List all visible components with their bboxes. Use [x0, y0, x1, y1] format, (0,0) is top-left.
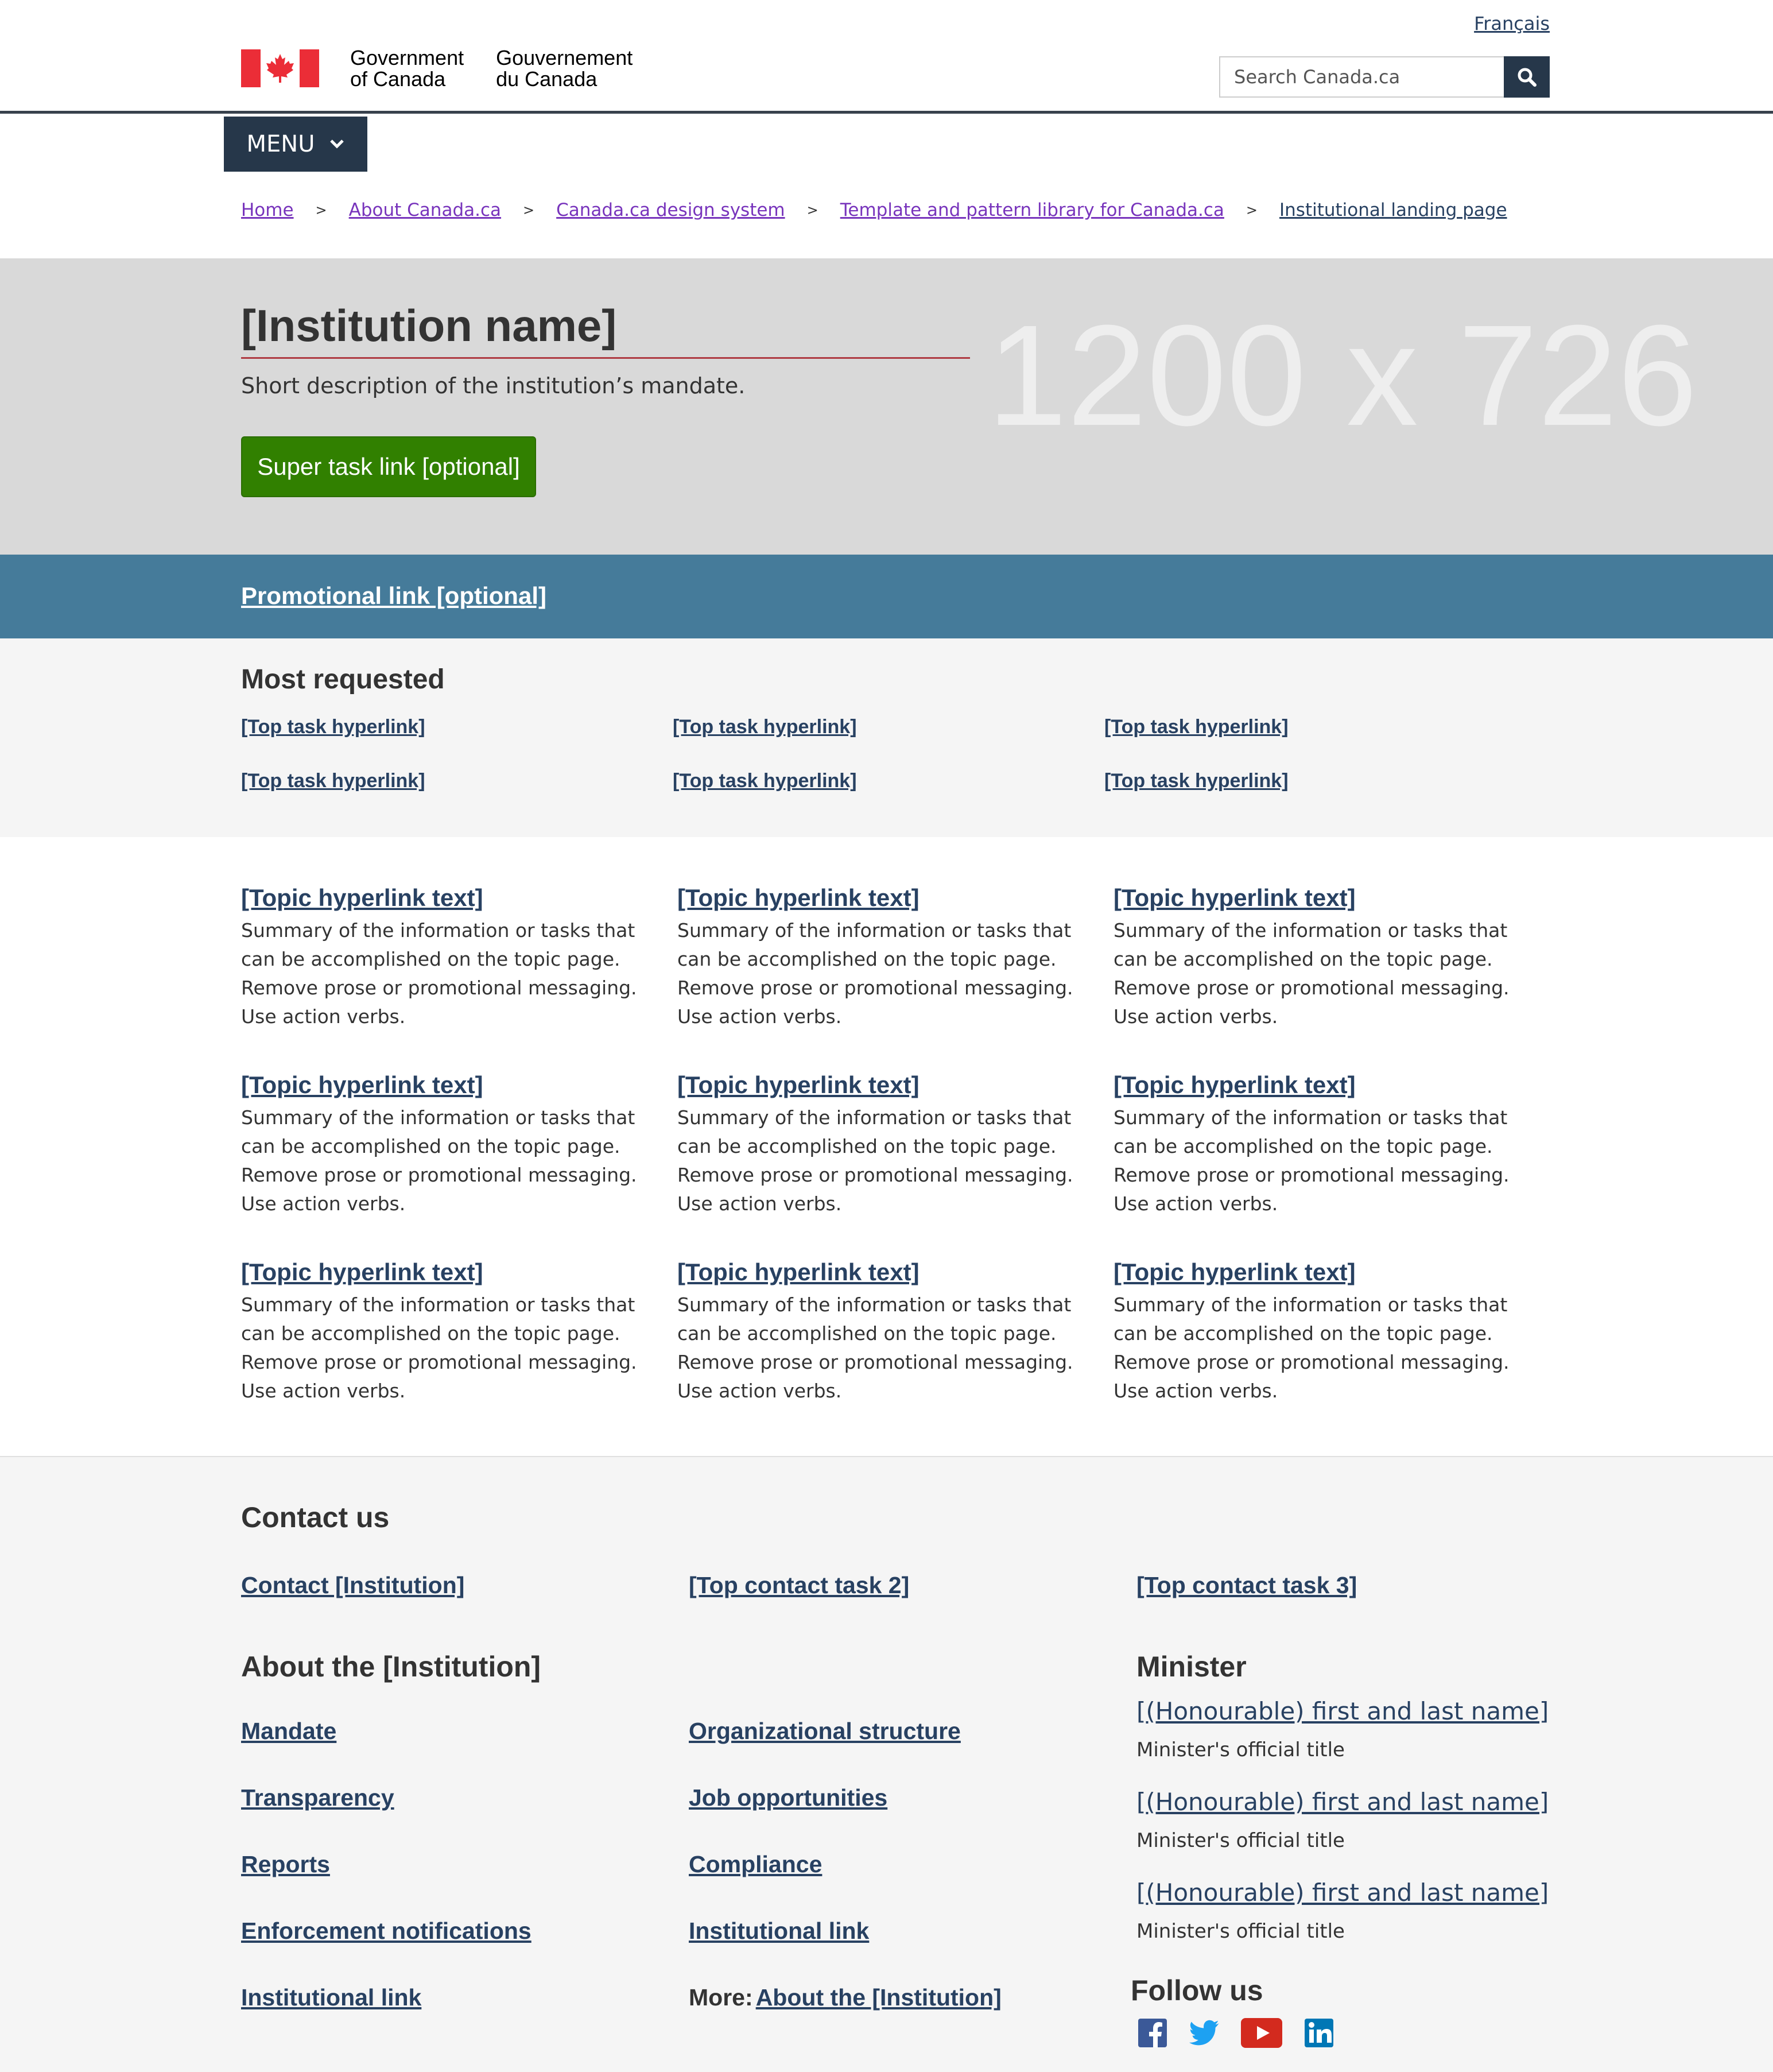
topic-item: [677, 1258, 1079, 1405]
about-link-reports[interactable]: Reports: [241, 1851, 330, 1877]
about-link-compliance[interactable]: Compliance: [689, 1851, 823, 1877]
topic-link[interactable]: [Topic hyperlink text]: [677, 1258, 920, 1285]
promotional-banner: [0, 555, 1773, 638]
hero-banner: [0, 258, 1773, 555]
topic-item: [677, 884, 1079, 1031]
topic-summary: Summary of the information or tasks that can be accomplished on the topic page. Remove prose or promotional messaging. Use action verbs.: [241, 1293, 637, 1402]
super-task-button[interactable]: Super task link [optional]: [241, 436, 536, 497]
topic-link[interactable]: [Topic hyperlink text]: [677, 1071, 920, 1098]
topic-item: [241, 1071, 643, 1218]
minister-official-title: Minister's official title: [1136, 1738, 1345, 1761]
contact-institution-link[interactable]: Contact [Institution]: [241, 1572, 465, 1598]
most-requested-section: [0, 638, 1773, 837]
minister-name-link[interactable]: [(Honourable) first and last name]: [1136, 1697, 1549, 1725]
top-task-link[interactable]: [Top task hyperlink]: [241, 716, 425, 738]
top-task-link[interactable]: [Top task hyperlink]: [1104, 716, 1289, 738]
topic-item: [241, 1258, 643, 1405]
gov-name-english: Government of Canada: [350, 46, 464, 91]
site-header: [0, 0, 1773, 114]
menu-label: MENU: [246, 131, 315, 157]
canada-flag-icon: [241, 49, 319, 87]
contact-task-3-link[interactable]: [Top contact task 3]: [1136, 1572, 1357, 1598]
gov-name-french: Gouvernement du Canada: [496, 46, 633, 91]
minister-official-title: Minister's official title: [1136, 1829, 1345, 1852]
topic-summary: Summary of the information or tasks that can be accomplished on the topic page. Remove prose or promotional messaging. Use action verbs.: [677, 919, 1073, 1028]
topic-item: [1114, 1071, 1515, 1218]
topic-summary: Summary of the information or tasks that can be accomplished on the topic page. Remove prose or promotional messaging. Use action verbs.: [677, 1106, 1073, 1215]
topic-link[interactable]: [Topic hyperlink text]: [1114, 1071, 1356, 1098]
chevron-down-icon: [329, 139, 344, 149]
topic-summary: Summary of the information or tasks that can be accomplished on the topic page. Remove prose or promotional messaging. Use action verbs.: [1114, 919, 1510, 1028]
topic-link[interactable]: [Topic hyperlink text]: [241, 884, 483, 911]
minister-official-title: Minister's official title: [1136, 1920, 1345, 1943]
topic-item: [1114, 884, 1515, 1031]
topic-summary: Summary of the information or tasks that can be accomplished on the topic page. Remove prose or promotional messaging. Use action verbs.: [1114, 1106, 1510, 1215]
government-of-canada-logo[interactable]: [241, 46, 633, 91]
menu-button[interactable]: [224, 117, 367, 172]
breadcrumb-separator: >: [1246, 202, 1258, 218]
topic-item: [1114, 1258, 1515, 1405]
topic-summary: Summary of the information or tasks that can be accomplished on the topic page. Remove prose or promotional messaging. Use action verbs.: [241, 919, 637, 1028]
breadcrumb: [241, 200, 1507, 220]
about-link-institutional-2[interactable]: Institutional link: [689, 1918, 870, 1944]
breadcrumb-separator: >: [523, 202, 535, 218]
more-about-institution-link[interactable]: About the [Institution]: [755, 1984, 1002, 2011]
breadcrumb-template-library[interactable]: Template and pattern library for Canada.ca: [840, 200, 1224, 220]
about-link-transparency[interactable]: Transparency: [241, 1784, 394, 1811]
breadcrumb-home[interactable]: Home: [241, 200, 294, 220]
minister-name-link[interactable]: [(Honourable) first and last name]: [1136, 1788, 1549, 1816]
topic-link[interactable]: [Topic hyperlink text]: [1114, 1258, 1356, 1285]
facebook-icon[interactable]: [1138, 2018, 1167, 2048]
breadcrumb-institutional-landing[interactable]: Institutional landing page: [1279, 200, 1507, 220]
search-icon: [1517, 67, 1537, 87]
topic-link[interactable]: [Topic hyperlink text]: [677, 884, 920, 911]
contact-task-2-link[interactable]: [Top contact task 2]: [689, 1572, 910, 1598]
topic-summary: Summary of the information or tasks that can be accomplished on the topic page. Remove prose or promotional messaging. Use action verbs.: [241, 1106, 637, 1215]
search-form: [1219, 56, 1550, 98]
most-requested-title: Most requested: [241, 664, 445, 695]
top-task-link[interactable]: [Top task hyperlink]: [673, 770, 857, 792]
top-task-link[interactable]: [Top task hyperlink]: [241, 770, 425, 792]
linkedin-icon[interactable]: [1304, 2018, 1334, 2048]
topic-item: [677, 1071, 1079, 1218]
promotional-link[interactable]: Promotional link [optional]: [241, 582, 546, 609]
breadcrumb-about-canada[interactable]: About Canada.ca: [348, 200, 502, 220]
institution-mandate-description: Short description of the institution’s mandate.: [241, 373, 746, 398]
topic-link[interactable]: [Topic hyperlink text]: [241, 1071, 483, 1098]
topic-link[interactable]: [Topic hyperlink text]: [1114, 884, 1356, 911]
language-toggle-link[interactable]: Français: [1474, 13, 1550, 34]
page-title: [Institution name]: [241, 300, 617, 351]
youtube-icon[interactable]: [1241, 2018, 1282, 2048]
hero-image-placeholder: 1200 x 726: [987, 295, 1698, 455]
breadcrumb-separator: >: [315, 202, 327, 218]
about-link-jobs[interactable]: Job opportunities: [689, 1784, 888, 1811]
about-link-institutional[interactable]: Institutional link: [241, 1984, 422, 2011]
top-task-link[interactable]: [Top task hyperlink]: [1104, 770, 1289, 792]
twitter-icon[interactable]: [1189, 2018, 1219, 2048]
more-label: More:: [689, 1984, 753, 2011]
topic-summary: Summary of the information or tasks that can be accomplished on the topic page. Remove prose or promotional messaging. Use action verbs.: [677, 1293, 1073, 1402]
about-link-org-structure[interactable]: Organizational structure: [689, 1718, 961, 1744]
follow-us-title: Follow us: [1131, 1974, 1263, 2007]
topic-item: [241, 884, 643, 1031]
minister-name-link[interactable]: [(Honourable) first and last name]: [1136, 1879, 1549, 1907]
about-institution-title: About the [Institution]: [241, 1651, 541, 1683]
minister-title: Minister: [1136, 1651, 1247, 1683]
about-link-enforcement[interactable]: Enforcement notifications: [241, 1918, 531, 1944]
contact-and-about-section: [0, 1456, 1773, 2072]
topic-link[interactable]: [Topic hyperlink text]: [241, 1258, 483, 1285]
search-input[interactable]: [1219, 56, 1504, 98]
social-media-links: [1138, 2018, 1334, 2048]
top-task-link[interactable]: [Top task hyperlink]: [673, 716, 857, 738]
search-button[interactable]: [1504, 56, 1550, 98]
breadcrumb-separator: >: [806, 202, 818, 218]
about-link-mandate[interactable]: Mandate: [241, 1718, 337, 1744]
breadcrumb-design-system[interactable]: Canada.ca design system: [556, 200, 785, 220]
topic-summary: Summary of the information or tasks that can be accomplished on the topic page. Remove prose or promotional messaging. Use action verbs.: [1114, 1293, 1510, 1402]
contact-us-title: Contact us: [241, 1501, 390, 1533]
more-about-row: [689, 1984, 1002, 2011]
maple-leaf-icon: [266, 54, 294, 83]
title-underline: [241, 357, 970, 359]
